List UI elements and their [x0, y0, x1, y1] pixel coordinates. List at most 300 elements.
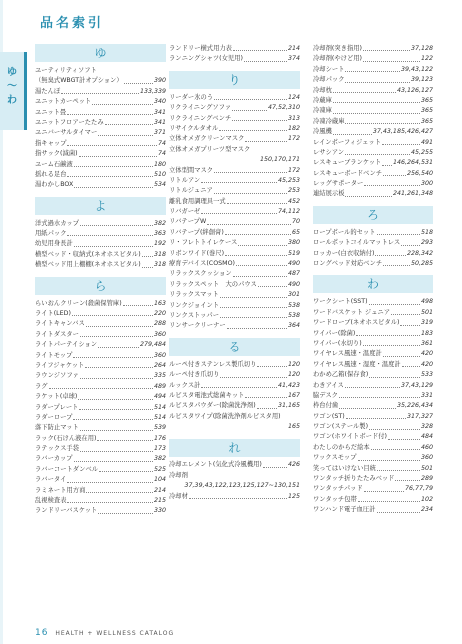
entry-pages: 120: [287, 371, 300, 379]
leader-dots: [79, 409, 153, 410]
index-entry: [35, 160, 166, 170]
entry-name: リボンワイド(巻尺): [169, 249, 225, 257]
index-entry: [35, 423, 166, 433]
entry-pages: 331: [420, 391, 433, 399]
entry-name: ランドリー横式用力表: [169, 44, 232, 52]
leader-dots: [258, 286, 287, 287]
leader-dots: [395, 480, 419, 481]
leader-dots: [142, 256, 153, 257]
leader-dots: [382, 165, 392, 166]
entry-name: リトルジュニア: [169, 187, 213, 195]
entry-name: 乱視検査表: [35, 497, 67, 505]
index-entry: [169, 471, 300, 481]
entry-pages: 374: [287, 55, 300, 63]
leader-dots: [244, 61, 287, 62]
section-heading: わ: [313, 275, 433, 293]
leader-dots: [74, 187, 153, 188]
index-entry: [313, 228, 433, 238]
entry-name: 脇デスク: [313, 391, 338, 399]
entry-pages: 279,484: [139, 341, 166, 349]
index-entry: [35, 139, 166, 149]
index-entry: [35, 330, 166, 340]
index-entry: [313, 453, 433, 463]
leader-dots: [67, 482, 153, 483]
entry-pages: 293: [420, 239, 433, 247]
index-entry: [35, 486, 166, 496]
leader-dots: [214, 193, 287, 194]
index-entry: [35, 382, 166, 392]
section-heading: り: [169, 71, 300, 89]
entry-pages: 390: [153, 77, 166, 85]
leader-dots: [333, 134, 372, 135]
index-column-3: [313, 40, 433, 522]
entry-pages: 74: [157, 139, 166, 147]
leader-dots: [345, 196, 391, 197]
leader-dots: [105, 124, 153, 125]
leader-dots: [369, 429, 420, 430]
leader-dots: [391, 314, 420, 315]
entry-name: リバガーゼ: [169, 208, 201, 216]
index-entry: [313, 339, 433, 349]
entry-pages: 150,170,171: [259, 156, 300, 164]
entry-pages: 102: [420, 495, 433, 503]
leader-dots: [74, 461, 153, 462]
entry-pages: 37,39,43,122,123,125,127~130,151: [184, 482, 300, 490]
entry-name: ルピスタパウダー(除菌洗浄剤): [169, 402, 256, 410]
index-entry: [35, 434, 166, 444]
entry-pages: 318: [153, 250, 166, 258]
entry-name: 冷凍冷蔵庫: [313, 117, 345, 125]
index-entry: [169, 93, 300, 103]
leader-dots: [72, 315, 153, 316]
entry-pages: 319: [420, 319, 433, 327]
entry-name: ライトキャンバス: [35, 320, 85, 328]
entry-pages: 167: [287, 391, 300, 399]
entry-pages: 313: [287, 114, 300, 122]
entry-name: リンサークリーナー: [169, 322, 226, 330]
index-entry: [35, 97, 166, 107]
index-entry: [313, 464, 433, 474]
entry-name: 湯たんぽ: [35, 87, 61, 95]
leader-dots: [207, 224, 291, 225]
leader-dots: [238, 245, 287, 246]
entry-pages: 122: [420, 55, 433, 63]
entry-pages: 335: [153, 372, 166, 380]
index-entry: [313, 422, 433, 432]
entry-name: 落下防止マット: [35, 424, 79, 432]
entry-pages: 364: [287, 322, 300, 330]
entry-pages: 176: [153, 434, 166, 442]
entry-name: 立体オメガクリーンマスク: [169, 135, 245, 143]
leader-dots: [220, 317, 287, 318]
leader-dots: [383, 175, 406, 176]
entry-pages: 241,261,348: [392, 190, 433, 198]
index-entry: [313, 249, 433, 259]
entry-name: 立体オメガプリーツ型マスク: [169, 145, 251, 153]
index-block: [169, 44, 300, 65]
entry-name: 笑ってはいけない目統: [313, 464, 376, 472]
entry-name: ラック(石けん液在用): [35, 434, 97, 442]
leader-dots: [358, 501, 420, 502]
leader-dots: [79, 156, 157, 157]
entry-pages: 183: [420, 329, 433, 337]
leader-dots: [345, 387, 400, 388]
leader-dots: [67, 235, 152, 236]
index-entry: [35, 128, 166, 138]
entry-pages: 289: [420, 475, 433, 483]
leader-dots: [369, 377, 420, 378]
entry-pages: 382: [153, 219, 166, 227]
index-block: [35, 277, 166, 517]
entry-pages: 192: [153, 240, 166, 248]
entry-pages: 256,540: [406, 169, 433, 177]
entry-name: 冷却枕: [313, 86, 332, 94]
entry-name: ルーペ付きステンレス製爪切り: [169, 360, 257, 368]
entry-name: リサイクルタオル: [169, 124, 219, 132]
index-block: [313, 206, 433, 270]
index-block: [169, 71, 300, 332]
entry-name: ロッカー(白衣収納付): [313, 249, 375, 257]
index-entry: [169, 321, 300, 331]
entry-name: リラックスマット: [169, 291, 219, 299]
index-entry: [35, 309, 166, 319]
leader-dots: [236, 265, 287, 266]
index-entry: [313, 495, 433, 505]
leader-dots: [400, 325, 420, 326]
entry-pages: 360: [153, 330, 166, 338]
index-entry: [169, 461, 300, 471]
entry-name: ラケット(卓球): [35, 393, 78, 401]
leader-dots: [233, 276, 287, 277]
entry-pages: 215: [153, 497, 166, 505]
index-entry: [169, 134, 300, 144]
entry-pages: 31,165: [277, 402, 300, 410]
entry-pages: 361: [420, 339, 433, 347]
entry-pages: 41,423: [277, 381, 300, 389]
index-entry: [35, 444, 166, 454]
index-entry: [35, 76, 166, 86]
index-entry: [169, 249, 300, 259]
leader-dots: [74, 166, 153, 167]
leader-dots: [80, 430, 153, 431]
index-entry: [169, 207, 300, 217]
index-entry: [169, 391, 300, 401]
index-entry: [35, 403, 166, 413]
entry-pages: 487: [287, 270, 300, 278]
entry-pages: 228,342: [406, 249, 433, 257]
leader-dots: [219, 130, 287, 131]
leader-dots: [67, 145, 157, 146]
entry-pages: 533: [420, 371, 433, 379]
entry-name: 湯わかしBOX: [35, 181, 74, 189]
leader-dots: [61, 93, 139, 94]
index-column-2: [169, 40, 300, 508]
leader-dots: [333, 92, 396, 93]
index-entry: [169, 412, 300, 422]
leader-dots: [364, 185, 420, 186]
entry-pages: 498: [420, 298, 433, 306]
entry-pages: 330: [153, 507, 166, 515]
leader-dots: [245, 397, 287, 398]
entry-pages: 365: [420, 96, 433, 104]
entry-name: 横型ベッド用上棚棚(ネオホスピタル): [35, 261, 141, 269]
entry-pages: 501: [420, 308, 433, 316]
entry-pages: 328: [420, 423, 433, 431]
entry-name: ワードバスケット ジュニア: [313, 308, 390, 316]
entry-name: ロールボットコイルマットレス: [313, 239, 401, 247]
index-entry: [169, 360, 300, 370]
entry-pages: 514: [153, 413, 166, 421]
leader-dots: [345, 123, 419, 124]
entry-name: わかめ乙箱(保存食): [313, 371, 369, 379]
entry-pages: 214: [287, 44, 300, 52]
entry-name: 離乳食用調理具一式: [169, 197, 226, 205]
index-entry: [35, 465, 166, 475]
leader-dots: [142, 267, 153, 268]
index-entry: [169, 290, 300, 300]
leader-dots: [123, 305, 153, 306]
entry-name: ユーティリティソフト: [35, 66, 97, 74]
entry-pages: 264: [153, 361, 166, 369]
index-entry: [313, 484, 433, 494]
leader-dots: [375, 255, 405, 256]
index-entry: [169, 103, 300, 113]
index-entry: [169, 44, 300, 54]
index-entry: [35, 361, 166, 371]
index-entry: [169, 259, 300, 269]
entry-pages: 525: [153, 465, 166, 473]
section-heading: よ: [35, 197, 166, 215]
entry-pages: 120: [287, 360, 300, 368]
entry-name: 冷蔵庫: [313, 96, 332, 104]
entry-pages: 234: [420, 506, 433, 514]
leader-dots: [345, 71, 399, 72]
leader-dots: [201, 182, 277, 183]
entry-pages: 172: [287, 166, 300, 174]
entry-pages: 50,285: [410, 260, 433, 268]
entry-pages: 514: [153, 403, 166, 411]
leader-dots: [74, 246, 153, 247]
index-entry: [169, 145, 300, 155]
entry-pages: 288: [153, 320, 166, 328]
entry-name: ワンタッチパッド: [313, 485, 363, 493]
index-entry: [35, 299, 166, 309]
entry-pages: 37,128: [410, 44, 433, 52]
leader-dots: [220, 307, 287, 308]
index-entry: [35, 351, 166, 361]
entry-name: 冷却剤(やけど用): [313, 55, 362, 63]
leader-dots: [67, 176, 152, 177]
leader-dots: [214, 99, 287, 100]
entry-pages: 124: [287, 93, 300, 101]
entry-name: リバテープ(絆創膏): [169, 228, 224, 236]
entry-name: ラバータイ: [35, 476, 67, 484]
leader-dots: [97, 440, 153, 441]
entry-name: わきアイス: [313, 381, 344, 389]
leader-dots: [225, 255, 287, 256]
index-entry: [35, 475, 166, 485]
index-entry: [313, 169, 433, 179]
section-tab-label: [0, 66, 24, 108]
entry-name: リ・フレトトイレケース: [169, 239, 238, 247]
entry-name: 揺れる足台: [35, 170, 67, 178]
entry-name: ワードローブ(ネオホスピタル): [313, 319, 400, 327]
index-entry: [35, 219, 166, 229]
entry-pages: 341: [153, 118, 166, 126]
entry-pages: 74,112: [277, 208, 300, 216]
entry-name: ワンタッチ包帯: [313, 495, 357, 503]
index-entry: [313, 96, 433, 106]
entry-pages: 420: [420, 350, 433, 358]
section-heading: ゆ: [35, 44, 166, 62]
entry-name: ワゴン(ステール製): [313, 423, 369, 431]
entry-name: リンクジョイント: [169, 301, 220, 309]
entry-name: ラバーカップ: [35, 455, 73, 463]
section-tab-char: ゆ: [7, 67, 17, 78]
index-entry: [169, 124, 300, 134]
entry-name: ワイヤレス風速・温度計: [313, 350, 382, 358]
entry-name: （無臭式WBGT計オプション）: [35, 77, 123, 85]
entry-name: 冷凍庫: [313, 107, 332, 115]
entry-name: 連結展示板: [313, 190, 345, 198]
entry-name: レスキューボードベンチ: [313, 169, 383, 177]
entry-pages: 318: [153, 261, 166, 269]
index-entry: [35, 392, 166, 402]
entry-pages: 519: [287, 249, 300, 257]
entry-name: ライフジャケット: [35, 361, 85, 369]
leader-dots: [339, 408, 396, 409]
entry-pages: 484: [420, 433, 433, 441]
entry-pages: 45,253: [277, 176, 300, 184]
index-entry: [35, 250, 166, 260]
entry-name: リクライニングベンチ: [169, 114, 232, 122]
entry-pages: 37,43,129: [400, 381, 433, 389]
leader-dots: [363, 50, 410, 51]
section-tab-char: わ: [7, 95, 17, 106]
entry-name: ロングベッド対応ベンチ: [313, 260, 383, 268]
entry-pages: 301: [287, 291, 300, 299]
index-entry: [313, 44, 433, 54]
entry-name: ユニット畳: [35, 108, 67, 116]
entry-name: ルーペ付き爪切り: [169, 371, 220, 379]
entry-pages: 220: [153, 310, 166, 318]
entry-pages: 501: [420, 464, 433, 472]
index-entry: [313, 75, 433, 85]
index-entry: [169, 197, 300, 207]
leader-dots: [201, 387, 277, 388]
entry-name: ユニバーサルタイマー: [35, 129, 98, 137]
entry-pages: 35,226,434: [396, 402, 433, 410]
entry-name: ラバーコートダンベル: [35, 465, 99, 473]
leader-dots: [80, 378, 153, 379]
leader-dots: [364, 491, 404, 492]
entry-name: 立体型間マスク: [169, 166, 214, 174]
entry-name: 冷却パック: [313, 76, 345, 84]
index-entry: [313, 127, 433, 137]
index-entry: [313, 329, 433, 339]
entry-name: ライトパーテイション: [35, 341, 98, 349]
entry-name: リラックスクッション: [169, 270, 232, 278]
leader-dots: [98, 347, 139, 348]
entry-pages: 360: [420, 454, 433, 462]
index-entry: [313, 54, 433, 64]
entry-pages: 510: [153, 170, 166, 178]
entry-pages: 490: [287, 260, 300, 268]
leader-dots: [333, 113, 420, 114]
index-entry: [313, 381, 433, 391]
leader-dots: [227, 328, 287, 329]
index-entry: [313, 238, 433, 248]
entry-name: レサシアン: [313, 148, 345, 156]
entry-name: リラックスペット 大のパウス: [169, 280, 257, 288]
index-entry: [35, 260, 166, 270]
entry-name: 指キャップ: [35, 139, 67, 147]
entry-pages: 39,123: [410, 76, 433, 84]
entry-pages: 363: [153, 230, 166, 238]
leader-dots: [388, 439, 420, 440]
leader-dots: [401, 245, 420, 246]
index-entry: [169, 217, 300, 227]
leader-dots: [99, 471, 153, 472]
entry-pages: 426: [287, 461, 300, 469]
entry-pages: 380: [287, 239, 300, 247]
leader-dots: [346, 418, 406, 419]
entry-name: ラダープレート: [35, 403, 79, 411]
entry-name: リトルアン: [169, 176, 201, 184]
leader-dots: [257, 366, 287, 367]
entry-pages: 365: [420, 107, 433, 115]
entry-pages: 460: [420, 443, 433, 451]
index-entry: [313, 433, 433, 443]
index-entry: [313, 297, 433, 307]
leader-dots: [67, 114, 153, 115]
entry-name: 幼児用身長計: [35, 240, 73, 248]
leader-dots: [189, 498, 287, 499]
index-entry: [313, 318, 433, 328]
index-entry: [169, 269, 300, 279]
entry-pages: 340: [153, 98, 166, 106]
index-entry: [35, 108, 166, 118]
index-entry: [35, 66, 166, 76]
entry-pages: 74: [157, 150, 166, 158]
entry-pages: 452: [287, 197, 300, 205]
entry-pages: 518: [420, 228, 433, 236]
entry-pages: 317,327: [406, 412, 433, 420]
entry-pages: 494: [153, 393, 166, 401]
entry-pages: 172: [287, 135, 300, 143]
entry-name: ワイパー(水切り): [313, 339, 362, 347]
entry-pages: 173: [153, 445, 166, 453]
entry-pages: 489: [153, 382, 166, 390]
entry-name: リクライニングソファ: [169, 104, 232, 112]
entry-pages: 47,52,310: [267, 104, 300, 112]
leader-dots: [98, 135, 153, 136]
entry-name: ランニングシャツ(女児用): [169, 55, 243, 63]
entry-name: 冷却材: [169, 492, 188, 500]
index-entry: [35, 413, 166, 423]
entry-name: ワックスモップ: [313, 454, 357, 462]
entry-name: ワイヤレス風速・湿度・温度計: [313, 360, 401, 368]
section-heading: ら: [35, 277, 166, 295]
leader-dots: [73, 357, 153, 358]
index-entry: [169, 166, 300, 176]
entry-pages: 163: [153, 299, 166, 307]
entry-name: ワイパー(除菌): [313, 329, 356, 337]
entry-name: 指サック(減菌): [35, 150, 78, 158]
leader-dots: [92, 104, 153, 105]
index-entry: [313, 401, 433, 411]
entry-pages: 365: [420, 117, 433, 125]
